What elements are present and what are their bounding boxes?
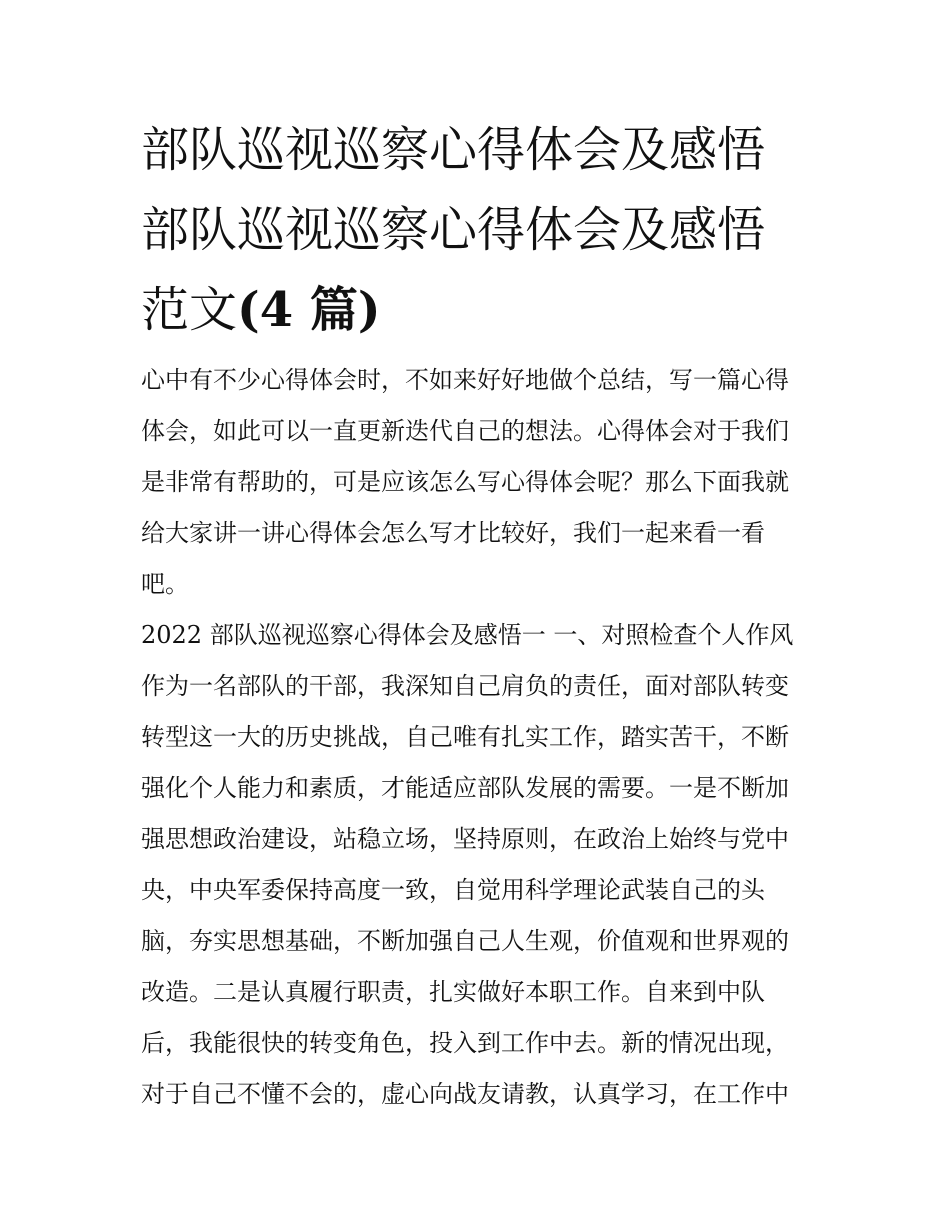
- body-line: 吧。: [141, 570, 189, 598]
- body-line: 改造。二是认真履行职责，扎实做好本职工作。自来到中队: [141, 978, 765, 1006]
- body-line: 强思想政治建设，站稳立场，坚持原则，在政治上始终与党中: [141, 825, 789, 853]
- title-line-2: 部队巡视巡察心得体会及感悟: [141, 202, 766, 258]
- body-line: 后，我能很快的转变角色，投入到工作中去。新的情况出现，: [141, 1029, 789, 1057]
- body-line: 是非常有帮助的，可是应该怎么写心得体会呢？那么下面我就: [141, 468, 789, 496]
- title-count: (4 篇): [237, 282, 381, 338]
- body-line: 脑，夯实思想基础，不断加强自己人生观，价值观和世界观的: [141, 927, 789, 955]
- title-line-1: 部队巡视巡察心得体会及感悟: [141, 122, 766, 178]
- body-line: 转型这一大的历史挑战，自己唯有扎实工作，踏实苦干，不断: [141, 723, 789, 751]
- body-line: 对于自己不懂不会的，虚心向战友请教，认真学习，在工作中: [141, 1080, 789, 1108]
- title-line-3: 范文(4 篇): [141, 282, 381, 338]
- document-title: [141, 110, 821, 350]
- document-body: [141, 355, 821, 1120]
- body-line: 2022 部队巡视巡察心得体会及感悟一 一、对照检查个人作风: [141, 621, 794, 649]
- body-line: 心中有不少心得体会时，不如来好好地做个总结，写一篇心得: [141, 366, 789, 394]
- body-line: 体会，如此可以一直更新迭代自己的想法。心得体会对于我们: [141, 417, 789, 445]
- body-line: 给大家讲一讲心得体会怎么写才比较好，我们一起来看一看: [141, 519, 765, 547]
- body-line: 作为一名部队的干部，我深知自己肩负的责任，面对部队转变: [141, 672, 789, 700]
- body-line: 强化个人能力和素质，才能适应部队发展的需要。一是不断加: [141, 774, 789, 802]
- body-line: 央，中央军委保持高度一致，自觉用科学理论武装自己的头: [141, 876, 765, 904]
